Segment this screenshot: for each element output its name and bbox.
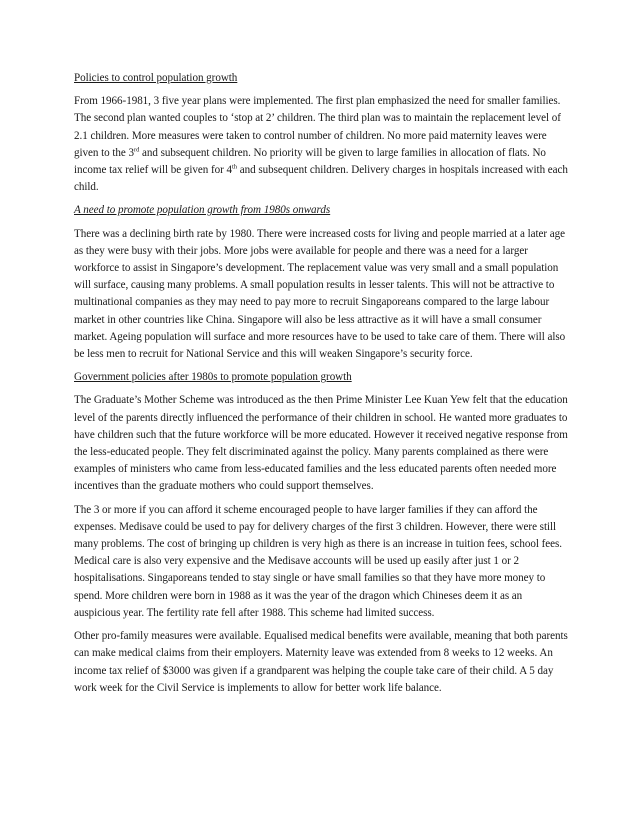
heading-government-policies: Government policies after 1980s to promote population growth	[74, 371, 352, 384]
paragraph-graduate-mother-scheme: The Graduate’s Mother Scheme was introduced as the then Prime Minister Lee Kuan Yew felt that the education level of the parents directly influenced the performance of their children in school. He wanted more graduates to have children such that the future workforce will be more educated. However it received negative response from the less-educated people. They felt discriminated against the policy. Many parents complained as there were examples of ministers who came from less-educated families and the less educated parents often needed more incentives than the graduate mothers who could support themselves.	[74, 394, 568, 493]
paragraph-text: and subsequent children. Delivery charges in hospitals increased with each child.	[74, 164, 568, 194]
document-page	[74, 70, 568, 703]
paragraph-text: From 1966-1981, 3 five year plans were implemented. The first plan emphasized the need for smaller families. The second plan wanted couples to ‘stop at 2’ children. The third plan was to maintain the replacement level of 2.1 children. More measures were taken to control number of children. No more paid maternity leaves were given to the 3	[74, 95, 561, 159]
superscript-rd: rd	[134, 146, 140, 154]
paragraph-three-or-more-scheme: The 3 or more if you can afford it scheme encouraged people to have larger families if they can afford the expenses. Medisave could be used to pay for delivery charges of the first 3 children. However, there were still many problems. The cost of bringing up children is very high as there is an increase in tuition fees, school fees. Medical care is also very expensive and the Medisave accounts will be used up easily after just 1 or 2 hospitalisations. Singaporeans tended to stay single or have small families so that they have more money to spend. More children were born in 1988 as it was the year of the dragon which Chineses deem it as an auspicious year. The fertility rate fell after 1988. This scheme had limited success.	[74, 503, 562, 619]
paragraph-text: and subsequent children. No priority will be given to large families in allocation of flats. No income tax relief will be given for 4	[74, 146, 546, 177]
paragraph-declining-birth-rate: There was a declining birth rate by 1980. There were increased costs for living and people married at a later age as they were busy with their jobs. More jobs were available for people and there was a need for a larger workforce to assist in Singapore’s development. The replacement value was very small and a small population will surface, causing many problems. A small population results in lesser talents. This will not be attractive to multinational companies as they may need to pay more to recruit Singaporeans compared to the large labour market in other countries like China. Singapore will also be less attractive as it will have a small consumer market. Ageing population will surface and more resources have to be used to take care of them. There will also be less men to recruit for National Service and this will weaken Singapore’s security force.	[74, 227, 566, 361]
paragraph-pro-family-measures: Other pro-family measures were available. Equalised medical benefits were available, meaning that both parents can make medical claims from their employers. Maternity leave was extended from 8 weeks to 12 weeks. An income tax relief of $3000 was given if a grandparent was helping the couple take care of their child. A 5 day work week for the Civil Service is implements to allow for better work life balance.	[74, 630, 568, 694]
paragraph-control-measures	[74, 93, 568, 196]
heading-need-promote: A need to promote population growth from 1980s onwards	[74, 204, 331, 217]
superscript-th: th	[232, 163, 237, 171]
heading-policies-control: Policies to control population growth	[74, 72, 238, 84]
